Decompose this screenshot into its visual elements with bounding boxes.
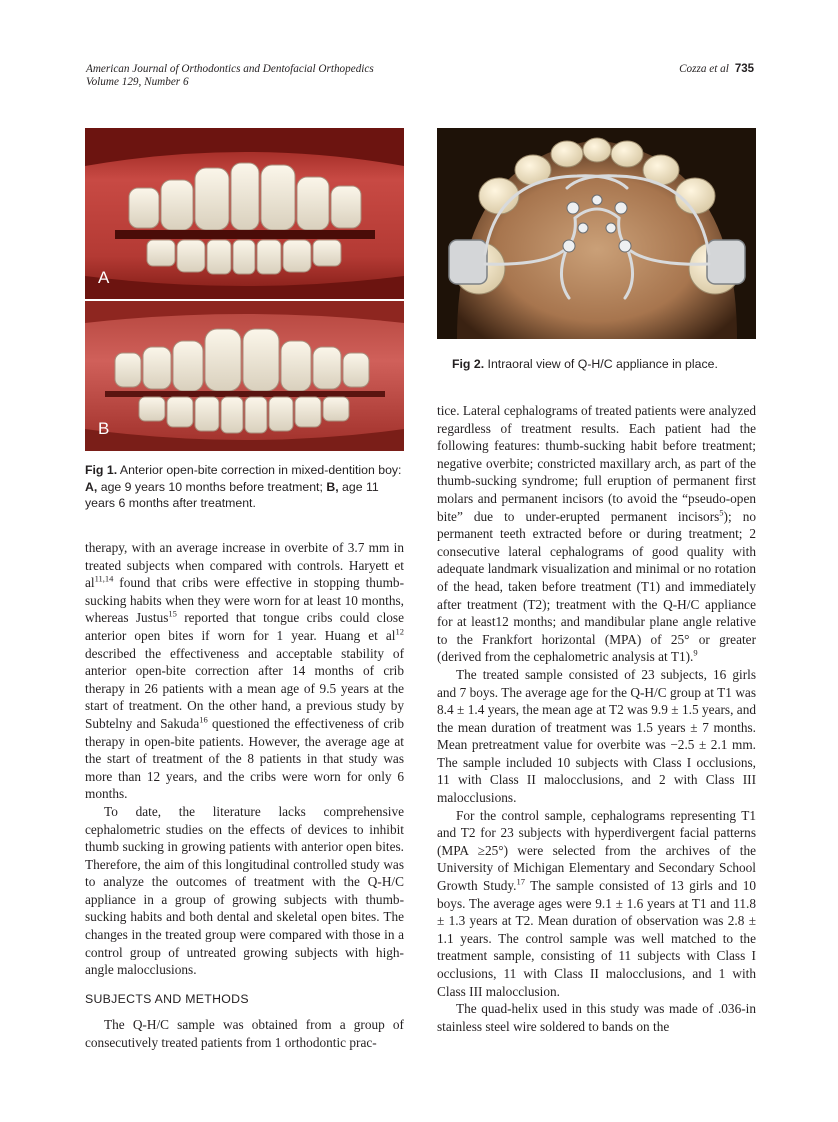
fig1-caption-text: Anterior open-bite correction in mixed-dentition boy: bbox=[117, 463, 402, 477]
fig2-photo bbox=[437, 128, 756, 339]
text-run: described the effectiveness and acceptable stability of anterior open-bite correction after 14 months of crib therapy in 26 patients with a mean age of 9.5 years at the start of treatment. On the other hand, a previous study by Subtelny and Sakuda bbox=[85, 645, 404, 731]
fig1-panel-a-label: A bbox=[98, 268, 110, 287]
fig1-caption bbox=[85, 462, 405, 512]
page-number: 735 bbox=[734, 63, 754, 75]
teeth-image-a bbox=[85, 128, 404, 299]
citation: 12 bbox=[395, 626, 404, 637]
fig2-caption bbox=[452, 356, 752, 373]
fig1-panel-b-label: B bbox=[98, 419, 110, 438]
paragraph: The quad-helix used in this study was made of .036-in stainless steel wire soldered to bands on the bbox=[437, 1001, 756, 1034]
fig2-caption-text: Intraoral view of Q-H/C appliance in place. bbox=[484, 357, 718, 371]
paragraph: The treated sample consisted of 23 subjects, 16 girls and 7 boys. The average age for the Q-H/C group at T1 was 8.4 ± 1.4 years, the mean age at T2 was 9.9 ± 1.5 years, and the mean duration of treatment was 1.5 years ± 7 months. Mean pretreatment value for overbite was −2.5 ± 2.1 mm. The sample included 10 subjects with Class I occlusions, 11 with Class II malocclusions, and 2 with Class III malocclusions. bbox=[437, 666, 756, 806]
text-run: The sample consisted of 13 girls and 10 boys. The average ages were 9.1 ± 1.6 years at T1 and 11.8 ± 1.3 years at T2. Mean duration of observation was 2.8 ± 1.1 years. The control sample was well matched to the treatment sample, consisting of 11 subjects with Class I occlusions, 11 with Class II malocclusions, and 1 with Class III malocclusion. bbox=[437, 878, 756, 999]
text-run: For the control sample, cephalograms representing T1 and T2 for 23 subjects with hyperdivergent facial patterns (MPA ≥25°) were selected from the archives of the University of Michigan Elementary and Secondary School Growth Study. bbox=[437, 807, 756, 894]
text-run: therapy, with an average increase in overbite of 3.7 mm in treated subjects when compared with controls. Haryett et al bbox=[85, 540, 404, 591]
fig1-caption-b: B, bbox=[326, 479, 339, 494]
fig1-photo-b bbox=[85, 301, 404, 451]
fig1-caption-text: age 9 years 10 months before treatment; bbox=[97, 479, 327, 494]
journal-title: American Journal of Orthodontics and Dentofacial Orthopedics bbox=[86, 63, 374, 75]
text-run: questioned the effectiveness of crib therapy in open-bite patients. However, the average age at the start of treatment of the 8 patients in that study was more than 12 years, and the cribs were worn for only 6 months. bbox=[85, 715, 404, 802]
paragraph bbox=[85, 539, 404, 803]
paragraph bbox=[437, 807, 756, 1001]
header-authors: Cozza et al bbox=[679, 63, 729, 75]
fig1-caption-text: age 11 years 6 months after treatment. bbox=[85, 479, 379, 510]
paragraph: The Q-H/C sample was obtained from a group of consecutively treated patients from 1 orthodontic prac- bbox=[85, 1017, 404, 1051]
paragraph: To date, the literature lacks comprehensive cephalometric studies on the effects of devices to inhibit thumb sucking in growing patients with anterior open bites. Therefore, the aim of this longitudinal controlled study was to analyze the outcomes of treatment with the Q-H/C appliance in a group of growing subjects with thumb-sucking habits and both dental and skeletal open bites. The changes in the treated group were compared with those in a control group of untreated growing subjects with high-angle malocclusions. bbox=[85, 803, 404, 978]
text-run: reported that tongue cribs could close anterior open bites if worn for 1 year. Huang et al bbox=[85, 610, 404, 643]
text-run: tice. Lateral cephalograms of treated patients were analyzed regardless of treatment results. Each patient had the following features: thumb-sucking habit before treatment; negative overbite; constricted maxillary arch, as part of the thumb-sucking syndrome; full eruption of permanent first molars and permanent incisors (to avoid the “pseudo-open bite” due to under-erupted permanent incisors bbox=[437, 403, 756, 524]
left-column bbox=[85, 539, 404, 1052]
citation: 9 bbox=[693, 647, 698, 658]
journal-volume: Volume 129, Number 6 bbox=[86, 76, 189, 88]
citation: 16 bbox=[199, 714, 208, 725]
citation: 11,14 bbox=[94, 573, 114, 584]
teeth-image-b bbox=[85, 301, 404, 451]
right-column bbox=[437, 402, 756, 1035]
paragraph bbox=[437, 402, 756, 666]
running-header-journal bbox=[86, 63, 374, 89]
section-heading: SUBJECTS AND METHODS bbox=[85, 991, 249, 1006]
palate-appliance-image bbox=[437, 128, 756, 339]
fig1-photo-a bbox=[85, 128, 404, 299]
citation: 15 bbox=[168, 608, 177, 619]
citation: 5 bbox=[719, 507, 724, 518]
fig1-caption-a: A, bbox=[85, 479, 98, 494]
text-run: ); no permanent teeth extracted before or during treatment; 2 consecutive lateral cephalograms of good quality with adequate landmark visualization and minimal or no rotation of the head, taken before treatment (T1) and immediately after treatment (T2); treatment with the Q-H/C appliance for at least12 months; and mandibular plane angle relative to the Frankfort horizontal (MPA) of 25° or greater (derived from the cephalometric analysis at T1). bbox=[437, 508, 756, 665]
running-header-page bbox=[679, 63, 754, 76]
fig2-label: Fig 2. bbox=[452, 357, 485, 371]
citation: 17 bbox=[516, 876, 525, 887]
text-run: found that cribs were effective in stopping thumb-sucking habits when they were worn for at least 10 months, whereas Justus bbox=[85, 575, 404, 626]
fig1-label: Fig 1. bbox=[85, 463, 118, 477]
